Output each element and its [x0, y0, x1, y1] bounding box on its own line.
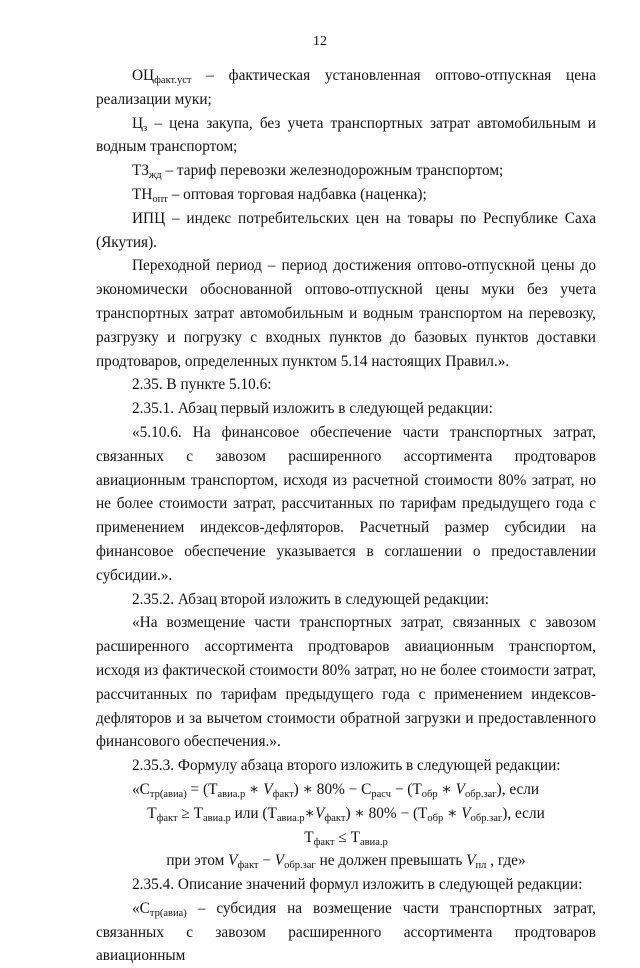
- para-5-10-6: «5.10.6. На финансовое обеспечение части транспортных затрат, связанных с завозом расширенного ассортимента продтоваров авиационным транспортом, исходя из расчетной стоимости 80% затрат, но не более стоимости затрат, рассчитанных по тарифам предыдущего года с применением индексов-дефляторов. Расчетный размер субсидии на финансовое обеспечение указывается в соглашении о предоставлении субсидии.».: [96, 423, 596, 584]
- para-2-35-3: 2.35.3. Формулу абзаца второго изложить в следующей редакции:: [132, 757, 561, 775]
- formula-line-4: при этом $V_{факт} - V_{обр.заг}$ не должен превышать $V_{пл}$ , где»: [166, 852, 526, 872]
- document-body: [96, 64, 596, 968]
- para-subsidy-desc: «$С_{тр(авиа)}$ – субсидия на возмещение части транспортных затрат, связанных с завозом расширенного ассортимента продтоваров авиационным: [96, 899, 596, 965]
- def-ipc: ИПЦ – индекс потребительских цен на товары по Республике Саха (Якутия).: [96, 209, 596, 251]
- formula-line-3: $Т_{факт} \le Т_{авиа.р}$: [304, 828, 388, 848]
- formula-line-2: $Т_{факт} \ge Т_{авиа.р}$ или $(Т_{авиа.р}∗V_{факт})$ ∗ $80\% - (Т_{обр}$ ∗ $V_{обр.заг}$), если: [147, 804, 545, 824]
- para-2-35: 2.35. В пункте 5.10.6:: [132, 376, 272, 394]
- def-cz: $Ц_з$ – цена закупа, без учета транспортных затрат автомобильным и водным транспортом;: [96, 114, 596, 156]
- formula-line-1: «$С_{тр(авиа)} = (Т_{авиа.р}$ ∗ $V_{факт}$) ∗ $80\% - С_{расч} - (Т_{обр}$ ∗ $V_{обр.заг}$), если: [132, 780, 540, 800]
- def-oc: $ОЦ_{факт.уст}$ – фактическая установленная оптово-отпускная цена реализации муки;: [96, 67, 596, 108]
- def-tz: $ТЗ_{жд}$ – тариф перевозки железнодорожным транспортом;: [132, 162, 504, 182]
- page-number: 12: [313, 34, 327, 49]
- para-transition: Переходной период – период достижения оптово-отпускной цены до экономически обоснованной оптово-отпускной цены муки без учета транспортных затрат автомобильным и водным транспортом на перевозку, разгрузку и погрузку с входных пунктов до базовых пунктов доставки продтоваров, определенных пунктом 5.14 настоящих Правил.».: [96, 257, 596, 370]
- para-2-35-2: 2.35.2. Абзац второй изложить в следующей редакции:: [132, 590, 489, 608]
- para-second: «На возмещение части транспортных затрат, связанных с завозом расширенного ассортимента продтоваров авиационным транспортом, исходя из фактической стоимости 80% затрат, но не более стоимости затрат, рассчитанных по тарифам предыдущего года с применением индексов-дефляторов и за вычетом стоимости обратной загрузки и предоставленного финансового обеспечения.».: [96, 614, 596, 751]
- para-2-35-4: 2.35.4. Описание значений формул изложить в следующей редакции:: [132, 876, 583, 894]
- para-2-35-1: 2.35.1. Абзац первый изложить в следующей редакции:: [132, 400, 493, 418]
- def-tn: $ТН_{опт}$ – оптовая торговая надбавка (наценка);: [132, 185, 427, 205]
